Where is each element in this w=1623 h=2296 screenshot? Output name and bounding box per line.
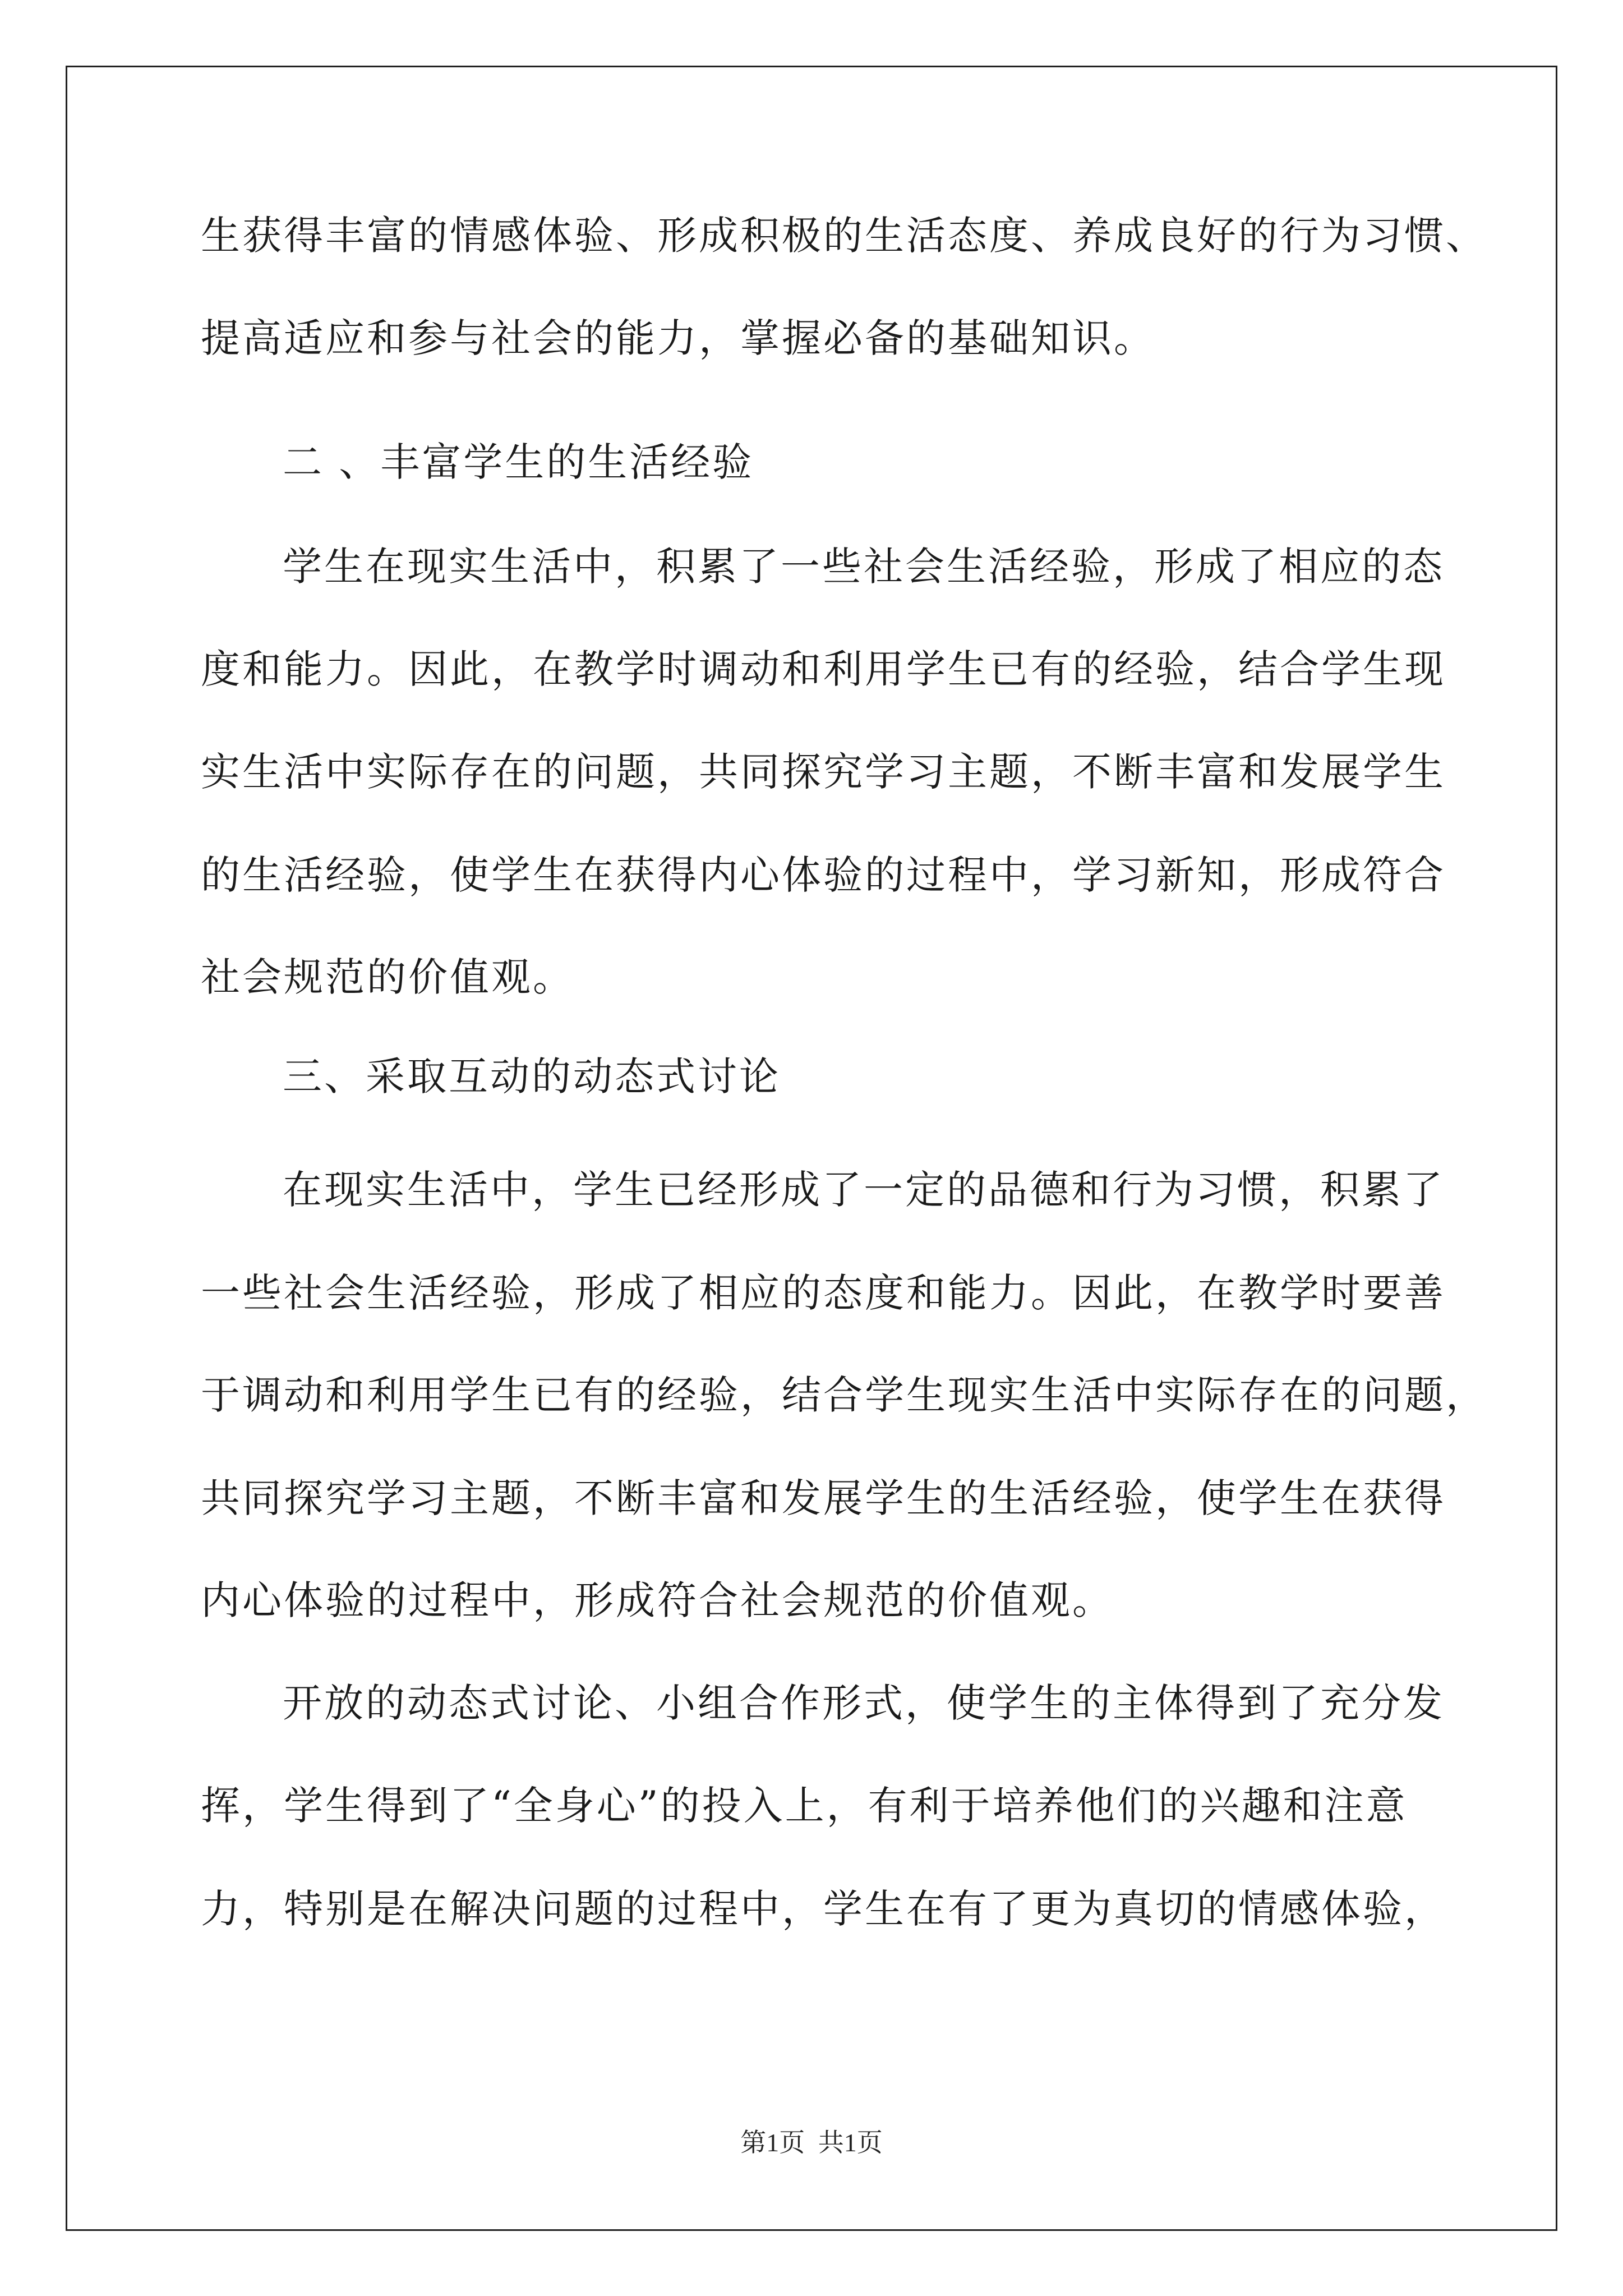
text-line: 在现实生活中，学生已经形成了一定的品德和行为习惯，积累了 — [283, 1167, 1445, 1213]
page-number: 第1页 — [740, 2128, 805, 2157]
text-line: 生获得丰富的情感体验、形成积极的生活态度、养成良好的行为习惯、 — [201, 213, 1487, 259]
text-line: 力，特别是在解决问题的过程中，学生在有了更为真切的情感体验， — [201, 1886, 1446, 1932]
text-line: 学生在现实生活中，积累了一些社会生活经验，形成了相应的态 — [283, 544, 1445, 590]
text-line: 一些社会生活经验，形成了相应的态度和能力。因此，在教学时要善 — [201, 1270, 1446, 1316]
text-line: 共同探究学习主题，不断丰富和发展学生的生活经验，使学生在获得 — [201, 1475, 1446, 1521]
text-line: 于调动和利用学生已有的经验，结合学生现实生活中实际存在的问题， — [201, 1372, 1487, 1418]
section-heading: 三、采取互动的动态式讨论 — [283, 1053, 781, 1099]
text-line: 开放的动态式讨论、小组合作形式，使学生的主体得到了充分发 — [283, 1680, 1445, 1726]
text-line: 的生活经验，使学生在获得内心体验的过程中，学习新知，形成符合 — [201, 852, 1446, 898]
text-line: 提高适应和参与社会的能力，掌握必备的基础知识。 — [201, 315, 1155, 361]
page-total: 共1页 — [818, 2128, 883, 2157]
text-line: 实生活中实际存在的问题，共同探究学习主题，不断丰富和发展学生 — [201, 749, 1446, 795]
text-line: 内心体验的过程中，形成符合社会规范的价值观。 — [201, 1577, 1114, 1623]
text-line: 社会规范的价值观。 — [201, 954, 574, 1000]
text-line: 挥，学生得到了“全身心”的投入上，有利于培养他们的兴趣和注意 — [201, 1783, 1408, 1829]
page-footer — [0, 2126, 1623, 2160]
section-heading: 二 、丰富学生的生活经验 — [283, 439, 754, 485]
text-line: 度和能力。因此，在教学时调动和利用学生已有的经验，结合学生现 — [201, 646, 1446, 692]
